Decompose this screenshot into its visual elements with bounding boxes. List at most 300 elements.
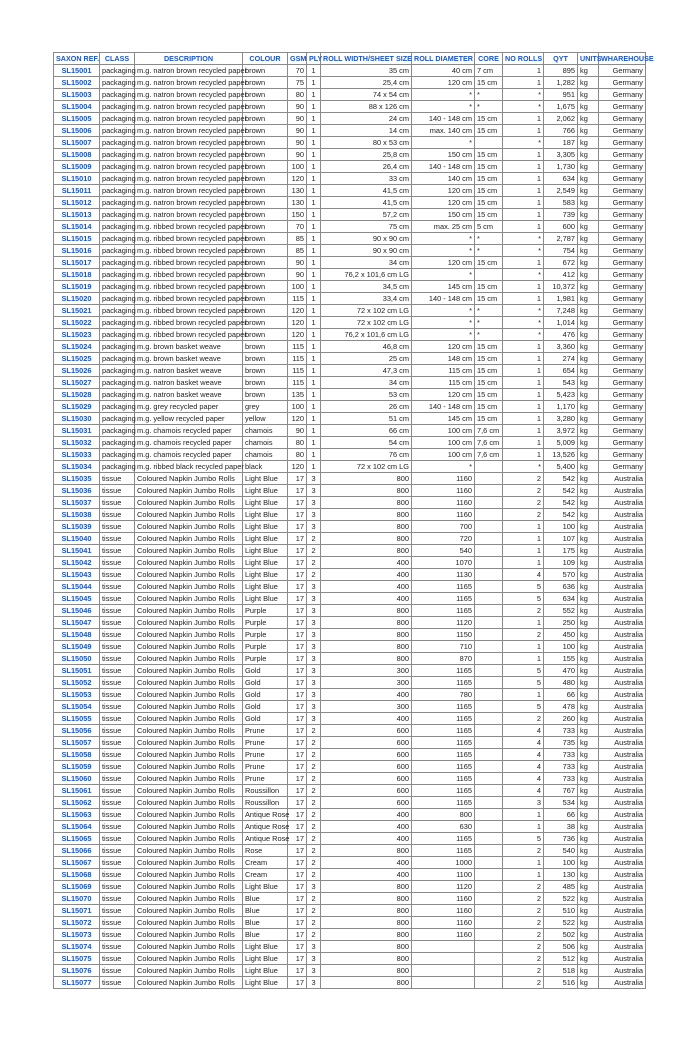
cell-warehouse: Germany	[599, 461, 646, 473]
cell-class: packaging	[100, 401, 135, 413]
cell-core	[475, 809, 503, 821]
cell-description: Coloured Napkin Jumbo Rolls	[135, 881, 243, 893]
cell-ply: 1	[307, 269, 321, 281]
cell-gsm: 17	[288, 845, 307, 857]
cell-description: Coloured Napkin Jumbo Rolls	[135, 941, 243, 953]
cell-warehouse: Australia	[599, 581, 646, 593]
cell-units: kg	[578, 89, 599, 101]
cell-class: packaging	[100, 449, 135, 461]
cell-class: packaging	[100, 377, 135, 389]
cell-units: kg	[578, 137, 599, 149]
cell-saxon-ref: SL15002	[54, 77, 100, 89]
table-row	[54, 509, 646, 521]
cell-warehouse: Australia	[599, 641, 646, 653]
cell-saxon-ref: SL15052	[54, 677, 100, 689]
cell-core: 7,6 cm	[475, 425, 503, 437]
cell-roll-diameter: 1160	[412, 485, 475, 497]
cell-colour: brown	[243, 137, 288, 149]
col-header-qyt: QYT	[544, 53, 578, 65]
cell-qyt: 3,305	[544, 149, 578, 161]
cell-core	[475, 533, 503, 545]
cell-class: tissue	[100, 833, 135, 845]
cell-roll-diameter: 540	[412, 545, 475, 557]
cell-roll-diameter: 1165	[412, 797, 475, 809]
cell-description: m.g. ribbed black recycled paper	[135, 461, 243, 473]
cell-core	[475, 785, 503, 797]
cell-qyt: 1,675	[544, 101, 578, 113]
cell-description: Coloured Napkin Jumbo Rolls	[135, 497, 243, 509]
cell-class: tissue	[100, 473, 135, 485]
cell-qyt: 260	[544, 713, 578, 725]
cell-gsm: 17	[288, 677, 307, 689]
cell-warehouse: Germany	[599, 209, 646, 221]
cell-ply: 3	[307, 677, 321, 689]
cell-saxon-ref: SL15051	[54, 665, 100, 677]
cell-core	[475, 929, 503, 941]
cell-qyt: 109	[544, 557, 578, 569]
cell-warehouse: Australia	[599, 545, 646, 557]
cell-units: kg	[578, 473, 599, 485]
cell-core: 15 cm	[475, 413, 503, 425]
cell-gsm: 120	[288, 173, 307, 185]
col-header-gsm: GSM	[288, 53, 307, 65]
table-row	[54, 869, 646, 881]
cell-saxon-ref: SL15033	[54, 449, 100, 461]
cell-units: kg	[578, 941, 599, 953]
cell-core: 15 cm	[475, 113, 503, 125]
cell-colour: Prune	[243, 749, 288, 761]
cell-qyt: 7,248	[544, 305, 578, 317]
cell-roll-width: 80 x 53 cm	[321, 137, 412, 149]
cell-units: kg	[578, 809, 599, 821]
cell-units: kg	[578, 233, 599, 245]
cell-no-rolls: 2	[503, 629, 544, 641]
cell-description: Coloured Napkin Jumbo Rolls	[135, 737, 243, 749]
cell-class: tissue	[100, 881, 135, 893]
cell-no-rolls: 2	[503, 953, 544, 965]
cell-qyt: 1,981	[544, 293, 578, 305]
cell-colour: brown	[243, 209, 288, 221]
cell-saxon-ref: SL15045	[54, 593, 100, 605]
cell-units: kg	[578, 449, 599, 461]
cell-units: kg	[578, 365, 599, 377]
table-row	[54, 545, 646, 557]
cell-no-rolls: 2	[503, 881, 544, 893]
cell-units: kg	[578, 425, 599, 437]
cell-colour: Light Blue	[243, 941, 288, 953]
cell-description: Coloured Napkin Jumbo Rolls	[135, 749, 243, 761]
cell-gsm: 17	[288, 701, 307, 713]
cell-core	[475, 545, 503, 557]
table-row	[54, 785, 646, 797]
cell-core	[475, 269, 503, 281]
cell-saxon-ref: SL15075	[54, 953, 100, 965]
cell-no-rolls: 2	[503, 473, 544, 485]
cell-roll-width: 800	[321, 533, 412, 545]
cell-core	[475, 497, 503, 509]
cell-no-rolls: 2	[503, 905, 544, 917]
cell-colour: brown	[243, 161, 288, 173]
cell-warehouse: Australia	[599, 893, 646, 905]
cell-core	[475, 737, 503, 749]
table-row	[54, 605, 646, 617]
cell-gsm: 17	[288, 629, 307, 641]
table-row	[54, 425, 646, 437]
cell-no-rolls: *	[503, 89, 544, 101]
table-row	[54, 401, 646, 413]
cell-gsm: 17	[288, 965, 307, 977]
cell-description: m.g. brown basket weave	[135, 353, 243, 365]
cell-class: packaging	[100, 281, 135, 293]
cell-units: kg	[578, 773, 599, 785]
cell-units: kg	[578, 317, 599, 329]
cell-units: kg	[578, 617, 599, 629]
cell-ply: 1	[307, 233, 321, 245]
cell-ply: 1	[307, 353, 321, 365]
cell-class: packaging	[100, 137, 135, 149]
cell-no-rolls: 1	[503, 437, 544, 449]
cell-roll-diameter: 120 cm	[412, 389, 475, 401]
cell-description: Coloured Napkin Jumbo Rolls	[135, 593, 243, 605]
cell-units: kg	[578, 605, 599, 617]
cell-qyt: 100	[544, 521, 578, 533]
cell-roll-width: 800	[321, 881, 412, 893]
cell-saxon-ref: SL15007	[54, 137, 100, 149]
cell-warehouse: Australia	[599, 857, 646, 869]
cell-ply: 2	[307, 917, 321, 929]
cell-roll-diameter: 140 - 148 cm	[412, 113, 475, 125]
cell-roll-diameter: 1160	[412, 497, 475, 509]
cell-qyt: 485	[544, 881, 578, 893]
cell-roll-diameter: 1070	[412, 557, 475, 569]
cell-gsm: 17	[288, 941, 307, 953]
cell-core	[475, 677, 503, 689]
cell-roll-width: 75 cm	[321, 221, 412, 233]
cell-core: 7,6 cm	[475, 449, 503, 461]
cell-units: kg	[578, 845, 599, 857]
cell-warehouse: Australia	[599, 917, 646, 929]
cell-units: kg	[578, 629, 599, 641]
cell-ply: 1	[307, 317, 321, 329]
cell-core: 15 cm	[475, 125, 503, 137]
cell-units: kg	[578, 461, 599, 473]
cell-core	[475, 857, 503, 869]
cell-roll-width: 41,5 cm	[321, 185, 412, 197]
cell-core: *	[475, 245, 503, 257]
col-header-roll-diameter: ROLL DIAMETER	[412, 53, 475, 65]
cell-qyt: 542	[544, 509, 578, 521]
cell-ply: 3	[307, 965, 321, 977]
cell-core: 15 cm	[475, 377, 503, 389]
cell-colour: Cream	[243, 857, 288, 869]
cell-units: kg	[578, 965, 599, 977]
cell-warehouse: Australia	[599, 797, 646, 809]
cell-core	[475, 821, 503, 833]
cell-warehouse: Germany	[599, 281, 646, 293]
cell-core: 5 cm	[475, 221, 503, 233]
cell-saxon-ref: SL15011	[54, 185, 100, 197]
cell-roll-width: 400	[321, 713, 412, 725]
cell-saxon-ref: SL15069	[54, 881, 100, 893]
cell-gsm: 17	[288, 809, 307, 821]
cell-saxon-ref: SL15005	[54, 113, 100, 125]
cell-units: kg	[578, 377, 599, 389]
cell-qyt: 480	[544, 677, 578, 689]
cell-core: 7 cm	[475, 65, 503, 77]
cell-roll-width: 400	[321, 593, 412, 605]
cell-description: Coloured Napkin Jumbo Rolls	[135, 569, 243, 581]
cell-gsm: 90	[288, 125, 307, 137]
cell-roll-diameter	[412, 965, 475, 977]
cell-colour: Light Blue	[243, 581, 288, 593]
cell-colour: yellow	[243, 413, 288, 425]
table-row	[54, 797, 646, 809]
cell-no-rolls: *	[503, 233, 544, 245]
cell-no-rolls: 2	[503, 605, 544, 617]
cell-saxon-ref: SL15010	[54, 173, 100, 185]
cell-class: packaging	[100, 341, 135, 353]
table-row	[54, 341, 646, 353]
cell-gsm: 17	[288, 569, 307, 581]
table-row	[54, 881, 646, 893]
cell-roll-diameter: *	[412, 101, 475, 113]
cell-gsm: 17	[288, 557, 307, 569]
cell-core: *	[475, 317, 503, 329]
table-row	[54, 125, 646, 137]
cell-roll-diameter: 1165	[412, 593, 475, 605]
cell-saxon-ref: SL15076	[54, 965, 100, 977]
cell-saxon-ref: SL15039	[54, 521, 100, 533]
cell-description: m.g. chamois recycled paper	[135, 425, 243, 437]
cell-roll-width: 800	[321, 521, 412, 533]
cell-qyt: 155	[544, 653, 578, 665]
cell-roll-diameter: 1165	[412, 785, 475, 797]
col-header-saxon-ref: SAXON REF.	[54, 53, 100, 65]
cell-ply: 1	[307, 281, 321, 293]
cell-gsm: 17	[288, 785, 307, 797]
cell-no-rolls: 2	[503, 497, 544, 509]
cell-warehouse: Germany	[599, 353, 646, 365]
cell-roll-diameter	[412, 977, 475, 989]
cell-core	[475, 833, 503, 845]
cell-core	[475, 713, 503, 725]
cell-class: packaging	[100, 305, 135, 317]
col-header-roll-width: ROLL WIDTH/SHEET SIZE	[321, 53, 412, 65]
table-row	[54, 137, 646, 149]
cell-saxon-ref: SL15022	[54, 317, 100, 329]
cell-class: tissue	[100, 713, 135, 725]
table-row	[54, 569, 646, 581]
cell-ply: 2	[307, 557, 321, 569]
table-row	[54, 497, 646, 509]
cell-gsm: 17	[288, 521, 307, 533]
cell-description: m.g. natron brown recycled paper	[135, 197, 243, 209]
cell-saxon-ref: SL15004	[54, 101, 100, 113]
cell-qyt: 583	[544, 197, 578, 209]
cell-qyt: 542	[544, 497, 578, 509]
cell-description: m.g. brown basket weave	[135, 341, 243, 353]
cell-units: kg	[578, 713, 599, 725]
cell-units: kg	[578, 485, 599, 497]
cell-saxon-ref: SL15017	[54, 257, 100, 269]
cell-class: tissue	[100, 929, 135, 941]
cell-description: Coloured Napkin Jumbo Rolls	[135, 665, 243, 677]
cell-units: kg	[578, 389, 599, 401]
col-header-colour: COLOUR	[243, 53, 288, 65]
cell-gsm: 17	[288, 857, 307, 869]
cell-qyt: 5,400	[544, 461, 578, 473]
cell-roll-diameter	[412, 941, 475, 953]
cell-ply: 1	[307, 389, 321, 401]
cell-no-rolls: *	[503, 305, 544, 317]
cell-warehouse: Australia	[599, 737, 646, 749]
cell-core	[475, 905, 503, 917]
table-row	[54, 533, 646, 545]
cell-class: tissue	[100, 605, 135, 617]
cell-colour: Light Blue	[243, 593, 288, 605]
cell-description: Coloured Napkin Jumbo Rolls	[135, 893, 243, 905]
cell-class: tissue	[100, 545, 135, 557]
cell-core	[475, 557, 503, 569]
table-row	[54, 101, 646, 113]
cell-gsm: 70	[288, 65, 307, 77]
cell-colour: brown	[243, 125, 288, 137]
table-row	[54, 629, 646, 641]
cell-colour: Light Blue	[243, 533, 288, 545]
table-row	[54, 689, 646, 701]
cell-gsm: 17	[288, 881, 307, 893]
table-row	[54, 449, 646, 461]
cell-saxon-ref: SL15044	[54, 581, 100, 593]
cell-roll-width: 53 cm	[321, 389, 412, 401]
cell-warehouse: Australia	[599, 953, 646, 965]
cell-units: kg	[578, 509, 599, 521]
cell-colour: brown	[243, 281, 288, 293]
cell-units: kg	[578, 857, 599, 869]
cell-colour: Light Blue	[243, 977, 288, 989]
cell-gsm: 80	[288, 449, 307, 461]
cell-roll-width: 26,4 cm	[321, 161, 412, 173]
cell-roll-diameter: 1165	[412, 749, 475, 761]
table-row	[54, 917, 646, 929]
cell-warehouse: Germany	[599, 377, 646, 389]
cell-core	[475, 473, 503, 485]
cell-roll-width: 51 cm	[321, 413, 412, 425]
cell-units: kg	[578, 185, 599, 197]
cell-class: tissue	[100, 725, 135, 737]
cell-roll-width: 600	[321, 797, 412, 809]
cell-gsm: 17	[288, 641, 307, 653]
cell-saxon-ref: SL15031	[54, 425, 100, 437]
cell-no-rolls: 1	[503, 353, 544, 365]
cell-warehouse: Australia	[599, 929, 646, 941]
cell-roll-diameter: 40 cm	[412, 65, 475, 77]
cell-roll-diameter: 700	[412, 521, 475, 533]
cell-ply: 1	[307, 89, 321, 101]
cell-qyt: 502	[544, 929, 578, 941]
cell-units: kg	[578, 113, 599, 125]
cell-roll-diameter: 1165	[412, 581, 475, 593]
cell-saxon-ref: SL15015	[54, 233, 100, 245]
cell-units: kg	[578, 569, 599, 581]
cell-ply: 3	[307, 617, 321, 629]
cell-units: kg	[578, 701, 599, 713]
cell-roll-diameter	[412, 953, 475, 965]
cell-description: Coloured Napkin Jumbo Rolls	[135, 713, 243, 725]
cell-description: m.g. natron brown recycled paper	[135, 209, 243, 221]
cell-warehouse: Australia	[599, 689, 646, 701]
cell-roll-width: 800	[321, 893, 412, 905]
cell-roll-diameter: 120 cm	[412, 77, 475, 89]
cell-qyt: 450	[544, 629, 578, 641]
cell-ply: 1	[307, 113, 321, 125]
cell-gsm: 17	[288, 869, 307, 881]
cell-qyt: 3,360	[544, 341, 578, 353]
cell-gsm: 17	[288, 689, 307, 701]
cell-no-rolls: 1	[503, 125, 544, 137]
cell-core	[475, 941, 503, 953]
cell-roll-width: 800	[321, 929, 412, 941]
cell-ply: 1	[307, 413, 321, 425]
cell-description: Coloured Napkin Jumbo Rolls	[135, 857, 243, 869]
cell-roll-width: 88 x 126 cm	[321, 101, 412, 113]
cell-qyt: 516	[544, 977, 578, 989]
cell-description: m.g. chamois recycled paper	[135, 437, 243, 449]
cell-qyt: 412	[544, 269, 578, 281]
cell-class: packaging	[100, 293, 135, 305]
cell-core: 15 cm	[475, 77, 503, 89]
table-row	[54, 89, 646, 101]
cell-gsm: 80	[288, 437, 307, 449]
cell-warehouse: Germany	[599, 89, 646, 101]
cell-class: packaging	[100, 257, 135, 269]
cell-ply: 2	[307, 833, 321, 845]
cell-colour: Light Blue	[243, 497, 288, 509]
cell-gsm: 17	[288, 917, 307, 929]
cell-ply: 1	[307, 461, 321, 473]
table-row	[54, 65, 646, 77]
cell-class: packaging	[100, 425, 135, 437]
cell-core	[475, 605, 503, 617]
cell-core	[475, 725, 503, 737]
cell-roll-diameter: 1165	[412, 677, 475, 689]
cell-core: *	[475, 233, 503, 245]
cell-roll-diameter: *	[412, 461, 475, 473]
cell-core	[475, 701, 503, 713]
cell-roll-width: 800	[321, 905, 412, 917]
cell-ply: 2	[307, 545, 321, 557]
cell-ply: 1	[307, 149, 321, 161]
cell-saxon-ref: SL15040	[54, 533, 100, 545]
cell-class: tissue	[100, 965, 135, 977]
cell-roll-diameter: 1165	[412, 761, 475, 773]
cell-ply: 2	[307, 797, 321, 809]
cell-description: m.g. natron basket weave	[135, 365, 243, 377]
cell-gsm: 120	[288, 413, 307, 425]
cell-colour: Blue	[243, 917, 288, 929]
cell-units: kg	[578, 785, 599, 797]
table-row	[54, 593, 646, 605]
cell-roll-diameter: 115 cm	[412, 365, 475, 377]
cell-ply: 1	[307, 401, 321, 413]
cell-gsm: 90	[288, 113, 307, 125]
cell-units: kg	[578, 737, 599, 749]
cell-ply: 1	[307, 161, 321, 173]
cell-roll-diameter: *	[412, 305, 475, 317]
cell-class: tissue	[100, 893, 135, 905]
cell-class: packaging	[100, 101, 135, 113]
cell-description: Coloured Napkin Jumbo Rolls	[135, 821, 243, 833]
